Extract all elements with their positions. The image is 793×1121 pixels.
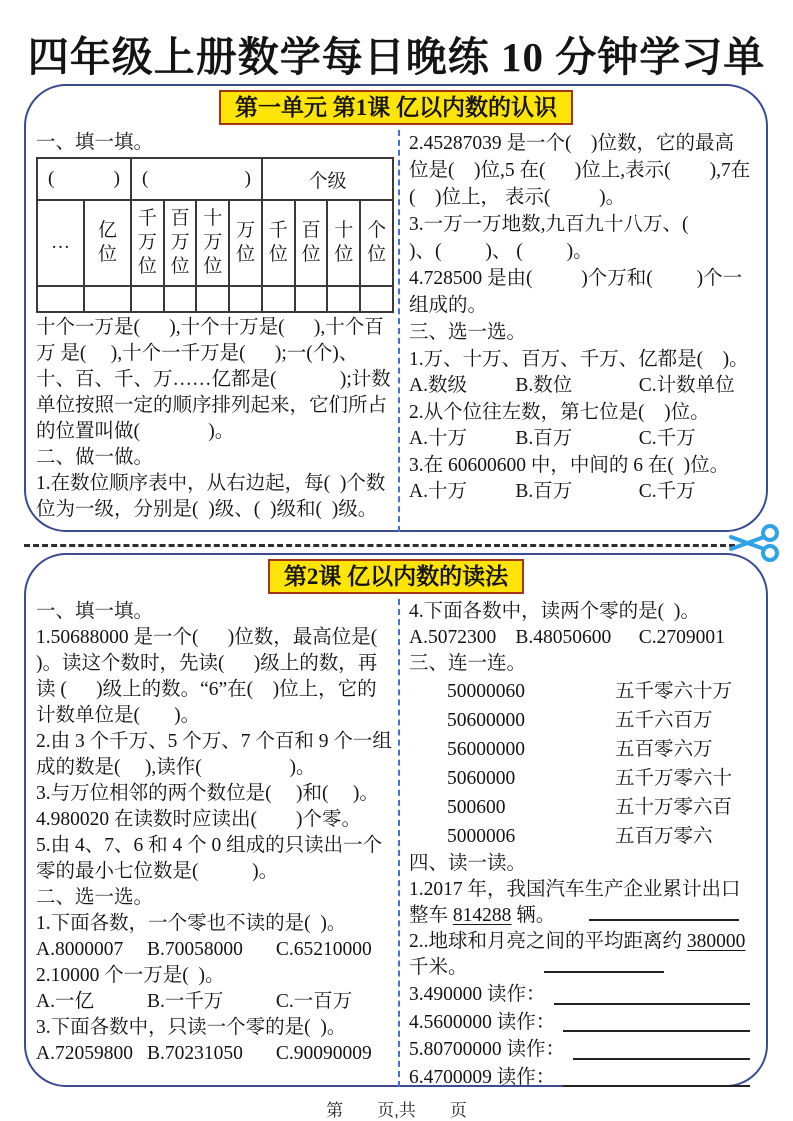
underlined-number: 814288 xyxy=(452,905,512,926)
question: 1.下面各数，一个零也不读的是( )。 xyxy=(36,913,347,934)
match-pair xyxy=(409,677,752,706)
choice-options: A.数级 B.数位 C.计数单位 xyxy=(409,375,735,396)
table-empty-cell xyxy=(84,286,131,312)
question: 1.在数位顺序表中，从右边起，每( )个数位为一级，分别是( )级、( )级和( )级。 xyxy=(36,473,386,520)
section-2-box xyxy=(24,553,768,1087)
section-1-header: 第一单元 第1课 亿以内数的认识 xyxy=(219,90,573,125)
section-1-box xyxy=(24,84,768,532)
table-group-cell xyxy=(37,158,131,200)
part-title: 一、填一填。 xyxy=(36,132,154,153)
choice-options: A.一亿 B.一千万 C.一百万 xyxy=(36,991,353,1012)
paren-open: ( xyxy=(141,168,149,189)
question: 3.在 60600600 中，中间的 6 在( )位。 xyxy=(409,455,730,476)
table-cell: 十万位 xyxy=(196,200,229,286)
answer-blank xyxy=(563,1009,750,1033)
question: 2.45287039 是一个( )位数，它的最高位是( )位,5 在( )位上,表示( ),7在( )位上， 表示( )。 xyxy=(409,133,751,208)
match-number: 50000060 xyxy=(447,681,525,702)
match-reading: 五十万零六百 xyxy=(615,797,733,818)
cut-dashed-line xyxy=(24,544,735,547)
table-empty-cell xyxy=(295,286,328,312)
match-reading: 五千零六十万 xyxy=(615,681,733,702)
question: 1.2017 年，我国汽车生产企业累计出口整车 814288 辆。 xyxy=(409,879,741,926)
question: 4.980020 在读数时应读出( )个零。 xyxy=(36,809,361,830)
answer-blank xyxy=(544,955,664,973)
match-pair xyxy=(409,706,752,735)
table-empty-cell xyxy=(262,286,295,312)
part-title: 一、填一填。 xyxy=(36,601,154,622)
underlined-number: 380000 xyxy=(686,931,746,952)
part-title: 三、选一选。 xyxy=(409,322,527,343)
question: 1.万、十万、百万、千万、亿都是( )。 xyxy=(409,349,749,370)
match-number: 56000000 xyxy=(447,739,525,760)
match-pair xyxy=(409,735,752,764)
section-1-right-column xyxy=(398,130,766,532)
table-cell: 千万位 xyxy=(131,200,164,286)
match-reading: 五千万零六十 xyxy=(615,768,733,789)
table-empty-cell xyxy=(196,286,229,312)
table-cell: 十位 xyxy=(327,200,360,286)
paren-open: ( xyxy=(48,168,55,189)
section-1-left-column xyxy=(36,130,398,532)
table-cell: 百万位 xyxy=(164,200,197,286)
question: 5.由 4、7、6 和 4 个 0 组成的只读出一个零的最小七位数是( )。 xyxy=(36,835,383,882)
place-value-table xyxy=(36,157,394,313)
table-cell: 万位 xyxy=(229,200,262,286)
table-cell: 千位 xyxy=(262,200,295,286)
choice-options: A.8000007 B.70058000 C.65210000 xyxy=(36,939,372,960)
answer-blank xyxy=(589,903,739,921)
question: 4.728500 是由( )个万和( )个一组成的。 xyxy=(409,268,743,316)
part-title: 四、读一读。 xyxy=(409,853,527,874)
match-pair xyxy=(409,822,752,851)
section-2-right-column xyxy=(398,599,766,1087)
section-2-left-column xyxy=(36,599,407,1087)
match-reading: 五千六百万 xyxy=(615,710,713,731)
question: 3.490000 读作： xyxy=(409,981,752,1009)
table-group-cell xyxy=(131,158,262,200)
question: 4.下面各数中，读两个零的是( )。 xyxy=(409,601,700,622)
answer-blank xyxy=(573,1036,750,1060)
part-title: 二、选一选。 xyxy=(36,887,154,908)
paren-close: ) xyxy=(244,168,251,189)
match-reading: 五百万零六 xyxy=(615,826,713,847)
part-title: 三、连一连。 xyxy=(409,653,527,674)
table-cell: 亿位 xyxy=(84,200,131,286)
choice-options: A.十万 B.百万 C.千万 xyxy=(409,481,696,502)
question: 6.4700009 读作： xyxy=(409,1064,752,1092)
match-number: 5060000 xyxy=(447,768,516,789)
match-number: 5000006 xyxy=(447,826,516,847)
question: 4.5600000 读作： xyxy=(409,1009,752,1037)
question: 2.10000 个一万是( )。 xyxy=(36,965,225,986)
match-number: 500600 xyxy=(447,797,506,818)
answer-blank xyxy=(554,981,750,1005)
paren-close: ) xyxy=(113,168,120,189)
question: 5.80700000 读作： xyxy=(409,1036,752,1064)
table-empty-cell xyxy=(164,286,197,312)
question: 1.50688000 是一个( )位数，最高位是( )。读这个数时，先读( )级上的数，再读 ( )级上的数。“6”在( )位上，它的计数单位是( )。 xyxy=(36,627,407,726)
table-cell: … xyxy=(37,200,84,286)
question: 3.下面各数中，只读一个零的是( )。 xyxy=(36,1017,347,1038)
match-pair xyxy=(409,764,752,793)
match-reading: 五百零六万 xyxy=(615,739,713,760)
table-empty-cell xyxy=(131,286,164,312)
part-title: 二、做一做。 xyxy=(36,447,154,468)
section-2-header: 第2课 亿以内数的读法 xyxy=(268,559,524,594)
question: 3.一万一万地数,九百九十八万、( )、( )、 ( )。 xyxy=(409,214,728,262)
match-pair xyxy=(409,793,752,822)
choice-options: A.十万 B.百万 C.千万 xyxy=(409,428,696,449)
table-empty-cell xyxy=(229,286,262,312)
match-number: 50600000 xyxy=(447,710,525,731)
question: 2.从个位往左数，第七位是( )位。 xyxy=(409,402,710,423)
fill-in-paragraph: 十个一万是( ),十个十万是( ),十个百万 是( ),十个一千万是( );一(个)、十、百、千、万……亿都是( );计数单位按照一定的顺序排列起来，它们所占的位置叫做( )。 xyxy=(36,317,391,442)
answer-blank xyxy=(563,1064,750,1088)
page-title: 四年级上册数学每日晚练 10 分钟学习单 xyxy=(27,34,766,80)
question: 3.与万位相邻的两个数位是( )和( )。 xyxy=(36,783,379,804)
choice-options: A.5072300 B.48050600 C.2709001 xyxy=(409,627,725,648)
table-group-cell: 个级 xyxy=(262,158,393,200)
table-empty-cell xyxy=(327,286,360,312)
question: 2.由 3 个千万、5 个万、7 个百和 9 个一组成的数是( ),读作( )。 xyxy=(36,731,392,778)
choice-options: A.72059800 B.70231050 C.90090009 xyxy=(36,1043,372,1064)
table-cell: 百位 xyxy=(295,200,328,286)
question: 2..地球和月亮之间的平均距离约 380000 千米。 xyxy=(409,931,751,978)
table-cell: 个位 xyxy=(360,200,393,286)
page-footer: 第 页,共 页 xyxy=(326,1101,467,1120)
table-empty-cell xyxy=(37,286,84,312)
table-empty-cell xyxy=(360,286,393,312)
